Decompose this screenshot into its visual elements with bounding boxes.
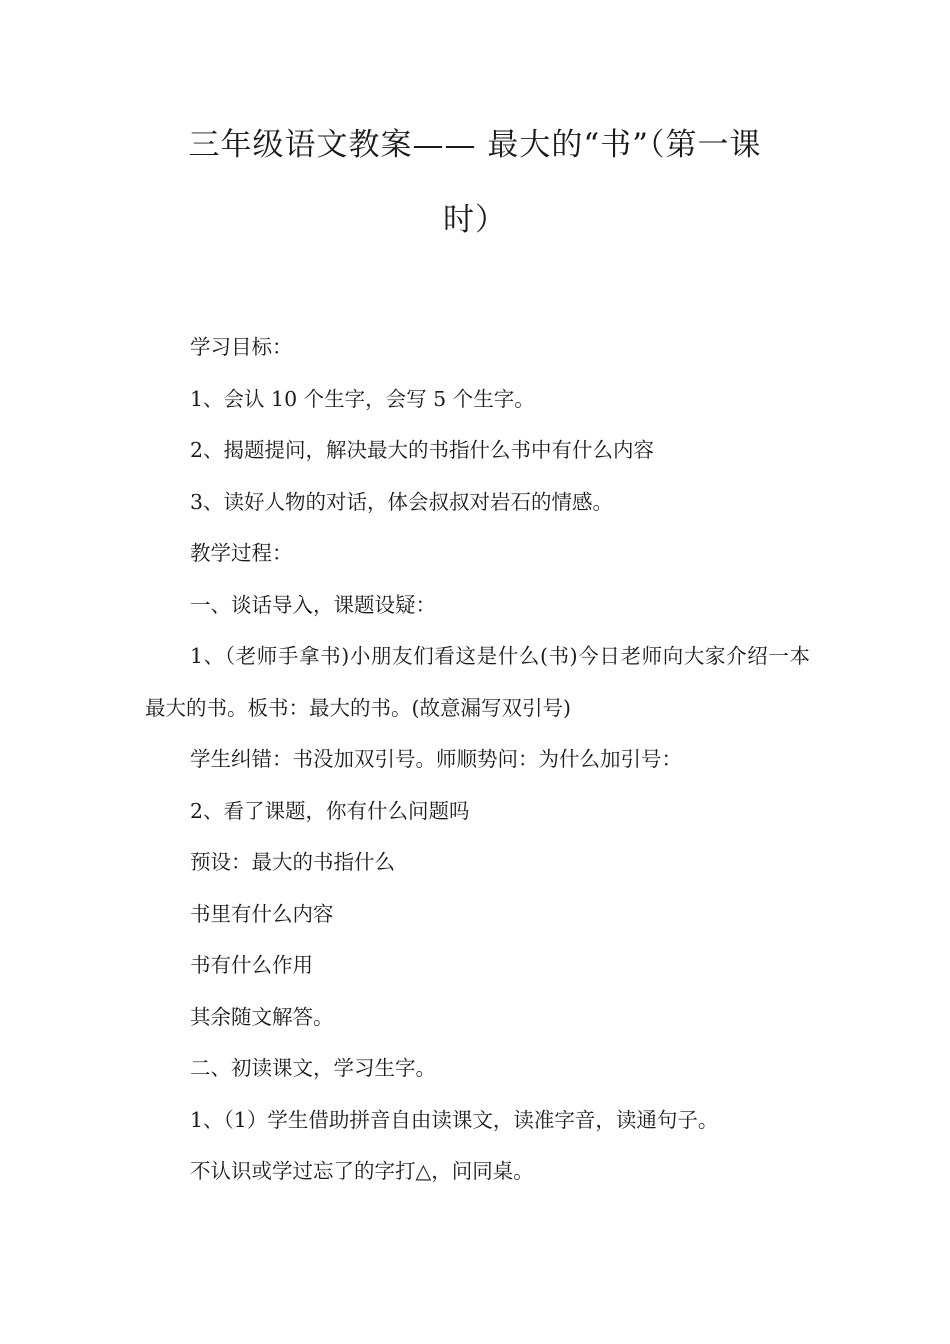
document-body xyxy=(145,322,810,1198)
paragraph: 1、（老师手拿书)小朋友们看这是什么(书)今日老师向大家介绍一本最大的书。板书：最大的书。(故意漏写双引号) xyxy=(145,644,810,720)
paragraph: 学生纠错：书没加双引号。师顺势问：为什么加引号： xyxy=(190,747,682,771)
document-title-line-2: 时） xyxy=(443,202,507,238)
document-title-line-1: 三年级语文教案—— 最大的“书”（第一课 xyxy=(188,127,762,163)
paragraph: 2、揭题提问，解决最大的书指什么书中有什么内容 xyxy=(190,438,655,462)
paragraph: 预设：最大的书指什么 xyxy=(190,850,395,874)
paragraph: 不认识或学过忘了的字打△，问同桌。 xyxy=(190,1159,534,1183)
paragraph: 学习目标： xyxy=(190,335,293,359)
paragraph: 二、初读课文，学习生字。 xyxy=(190,1056,436,1080)
paragraph: 2、看了课题，你有什么问题吗 xyxy=(190,798,470,823)
paragraph: 一、谈话导入，课题设疑： xyxy=(190,592,436,617)
paragraph: 书里有什么内容 xyxy=(190,901,334,926)
paragraph: 其余随文解答。 xyxy=(190,1004,334,1029)
paragraph: 3、读好人物的对话，体会叔叔对岩石的情感。 xyxy=(190,489,614,514)
paragraph: 1、会认 10 个生字，会写 5 个生字。 xyxy=(190,386,535,411)
paragraph: 教学过程： xyxy=(190,541,293,565)
paragraph: 1、（1）学生借助拼音自由读课文，读准字音，读通句子。 xyxy=(190,1107,719,1132)
paragraph: 书有什么作用 xyxy=(190,953,313,977)
